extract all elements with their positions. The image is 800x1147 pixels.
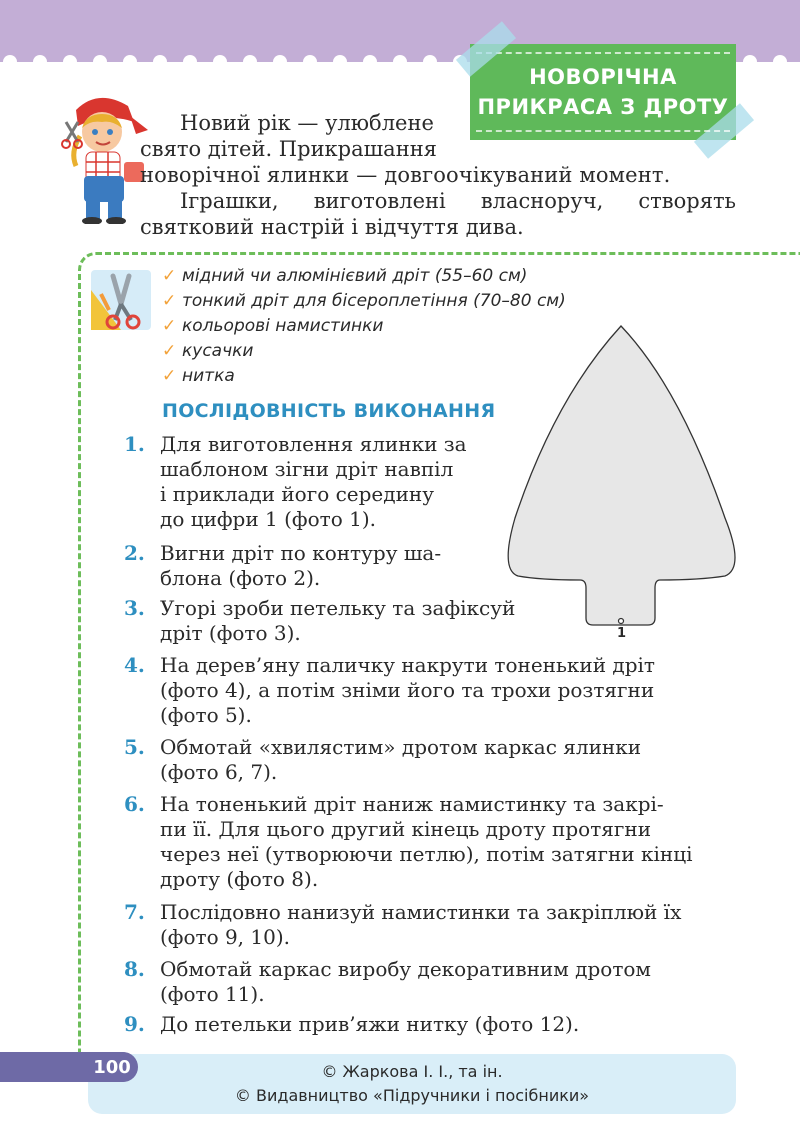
- intro-line5: святковий настрій і відчуття дива.: [140, 215, 524, 239]
- step-number: 5.: [124, 735, 145, 759]
- step-number: 2.: [124, 541, 145, 565]
- step-line: (фото 6, 7).: [160, 760, 278, 784]
- intro-line1: Новий рік — улюблене: [180, 111, 434, 135]
- step-line: Обмотай «хвилястим» дротом каркас ялинки: [160, 735, 642, 759]
- step-line: до цифри 1 (фото 1).: [160, 507, 376, 531]
- step-number: 4.: [124, 653, 145, 677]
- step-line: блона (фото 2).: [160, 566, 321, 590]
- step-text: [160, 735, 641, 785]
- step-text: [160, 900, 681, 950]
- copyright-publisher: © Видавництво «Підручники і посібники»: [234, 1086, 590, 1105]
- step-number: 7.: [124, 900, 145, 924]
- material-item: [162, 289, 566, 314]
- step-number: 1.: [124, 432, 145, 456]
- step-line: і приклади його середину: [160, 482, 435, 506]
- step-line: Обмотай каркас виробу декоративним дротом: [160, 957, 651, 981]
- step-line: На дерев’яну паличку накрути тоненький дріт: [160, 653, 655, 677]
- step-line: На тоненький дріт наниж намистинку та закрі-: [160, 792, 664, 816]
- step-text: [160, 432, 467, 532]
- step-number: 8.: [124, 957, 145, 981]
- lesson-title-line2: ПРИКРАСА З ДРОТУ: [477, 95, 729, 119]
- step-number: 3.: [124, 596, 145, 620]
- checkmark-icon: ✓: [162, 316, 177, 336]
- step-text: [160, 653, 655, 728]
- footer-copyright: [88, 1054, 736, 1114]
- material-label: мідний чи алюмінієвий дріт (55–60 см): [182, 266, 528, 286]
- checkmark-icon: ✓: [162, 266, 177, 286]
- sequence-title: ПОСЛІДОВНІСТЬ ВИКОНАННЯ: [162, 400, 496, 422]
- step-line: (фото 4), а потім зніми його та трохи розтягни: [160, 678, 655, 702]
- copyright-authors: © Жаркова І. І., та ін.: [321, 1062, 503, 1081]
- title-dash-top: [476, 52, 730, 54]
- checkmark-icon: ✓: [162, 341, 177, 361]
- step-text: [160, 541, 441, 591]
- material-label: тонкий дріт для бісероплетіння (70–80 см): [182, 291, 566, 311]
- template-point-label: 1: [617, 626, 627, 641]
- tree-template-shape: [500, 318, 750, 648]
- checkmark-icon: ✓: [162, 291, 177, 311]
- step-line: До петельки прив’яжи нитку (фото 12).: [160, 1012, 580, 1036]
- step-line: через неї (утворюючи петлю), потім затягни кінці: [160, 842, 693, 866]
- material-label: кусачки: [182, 341, 254, 361]
- step-line: (фото 9, 10).: [160, 925, 291, 949]
- step-line: дріт (фото 3).: [160, 621, 301, 645]
- page-number: 100: [88, 1052, 136, 1082]
- material-item: [162, 264, 566, 289]
- step-line: пи її. Для цього другий кінець дроту протягни: [160, 817, 652, 841]
- intro-line2: свято дітей. Прикрашання: [140, 137, 437, 161]
- lesson-title-line1: НОВОРІЧНА: [529, 65, 677, 89]
- step-line: дроту (фото 8).: [160, 867, 319, 891]
- intro-line3: новорічної ялинки — довгоочікуваний момент.: [140, 163, 671, 187]
- title-dash-bottom: [476, 130, 730, 132]
- step-number: 6.: [124, 792, 145, 816]
- step-line: Угорі зроби петельку та зафіксуй: [160, 596, 516, 620]
- material-label: нитка: [182, 366, 235, 386]
- step-text: [160, 596, 515, 646]
- step-text: [160, 792, 692, 892]
- tools-icon: [91, 270, 151, 330]
- step-line: (фото 11).: [160, 982, 265, 1006]
- checkmark-icon: ✓: [162, 366, 177, 386]
- step-line: шаблоном зігни дріт навпіл: [160, 457, 454, 481]
- step-text: [160, 957, 651, 1007]
- step-number: 9.: [124, 1012, 145, 1036]
- step-line: Вигни дріт по контуру ша-: [160, 541, 442, 565]
- step-text: [160, 1012, 579, 1037]
- material-label: кольорові намистинки: [182, 316, 384, 336]
- lesson-title-box: [470, 44, 736, 140]
- intro-line4: Іграшки, виготовлені власноруч, створять: [180, 189, 736, 213]
- step-line: Для виготовлення ялинки за: [160, 432, 467, 456]
- step-line: (фото 5).: [160, 703, 252, 727]
- step-line: Послідовно нанизуй намистинки та закріплюй їх: [160, 900, 682, 924]
